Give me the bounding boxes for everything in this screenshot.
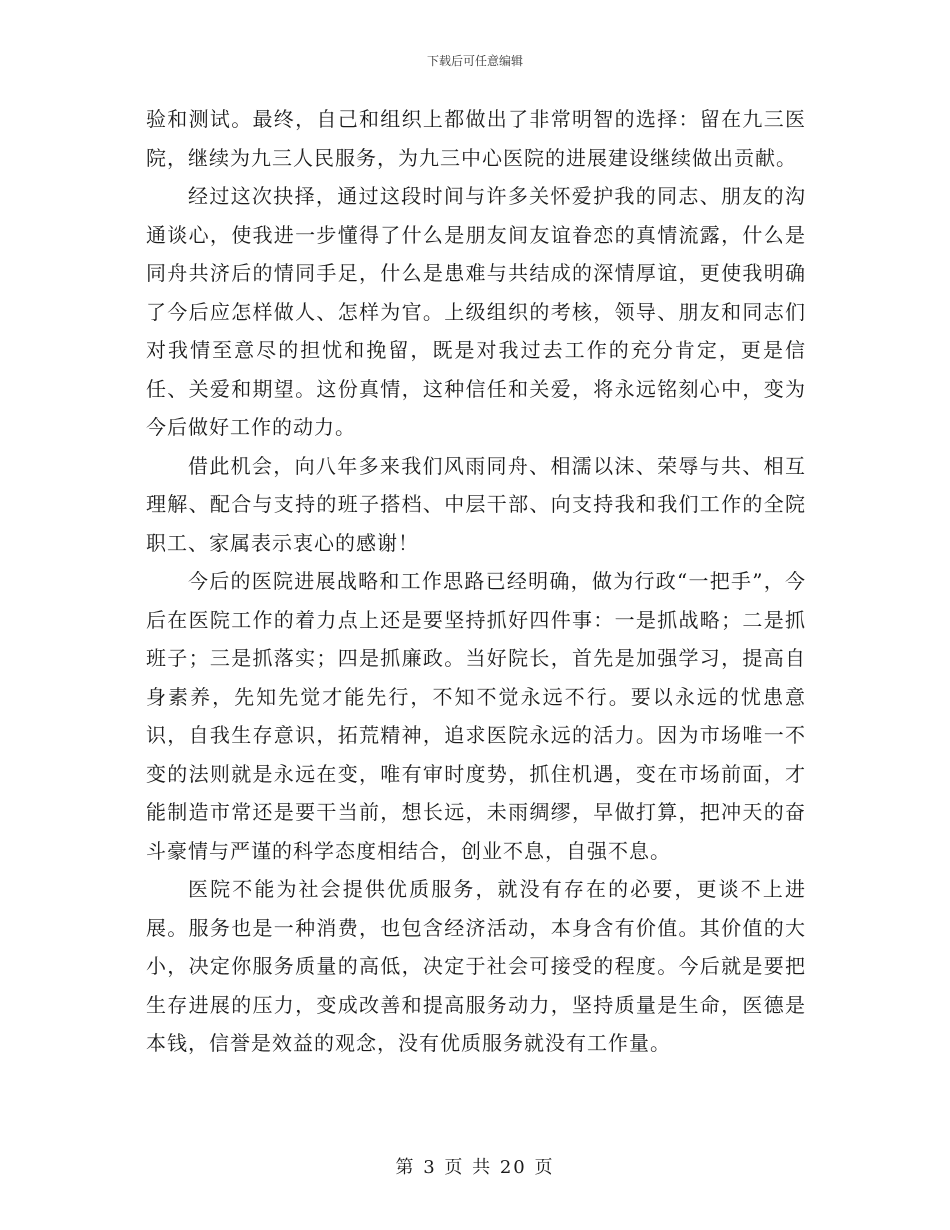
paragraph: 借此机会，向八年多来我们风雨同舟、相濡以沫、荣辱与共、相互理解、配合与支持的班子搭档、中层干部、向支持我和我们工作的全院职工、家属表示衷心的感谢！ [146,453,806,555]
paragraph: 经过这次抉择，通过这段时间与许多关怀爱护我的同志、朋友的沟通谈心，使我进一步懂得了什么是朋友间友谊眷恋的真情流露，什么是同舟共济后的情同手足，什么是患难与共结成的深情厚谊，更使我明确了今后应怎样做人、怎样为官。上级组织的考核，领导、朋友和同志们对我情至意尽的担忧和挽留，既是对我过去工作的充分肯定，更是信任、关爱和期望。这份真情，这种信任和关爱，将永远铭刻心中，变为今后做好工作的动力。 [146,184,806,439]
paragraph-continuation: 验和测试。最终，自己和组织上都做出了非常明智的选择：留在九三医院，继续为九三人民服务，为九三中心医院的进展建设继续做出贡献。 [146,107,806,170]
page-header-note: 下载后可任意编辑 [426,54,523,68]
paragraph: 医院不能为社会提供优质服务，就没有存在的必要，更谈不上进展。服务也是一种消费，也包含经济活动，本身含有价值。其价值的大小，决定你服务质量的高低，决定于社会可接受的程度。今后就是要把生存进展的压力，变成改善和提高服务动力，坚持质量是生命，医德是本钱，信誉是效益的观念，没有优质服务就没有工作量。 [146,877,806,1055]
document-body [146,100,806,1063]
paragraph: 今后的医院进展战略和工作思路已经明确，做为行政“一把手”，今后在医院工作的着力点上还是要坚持抓好四件事：一是抓战略；二是抓班子；三是抓落实；四是抓廉政。当好院长，首先是加强学习，提高自身素养，先知先觉才能先行，不知不觉永远不行。要以永远的忧患意识，自我生存意识，拓荒精神，追求医院永远的活力。因为市场唯一不变的法则就是永远在变，唯有审时度势，抓住机遇，变在市场前面，才能制造市常还是要干当前，想长远，未雨绸缪，早做打算，把冲天的奋斗豪情与严谨的科学态度相结合，创业不息，自强不息。 [146,569,806,863]
page-number-footer: 第 3 页 共 20 页 [395,1157,555,1178]
